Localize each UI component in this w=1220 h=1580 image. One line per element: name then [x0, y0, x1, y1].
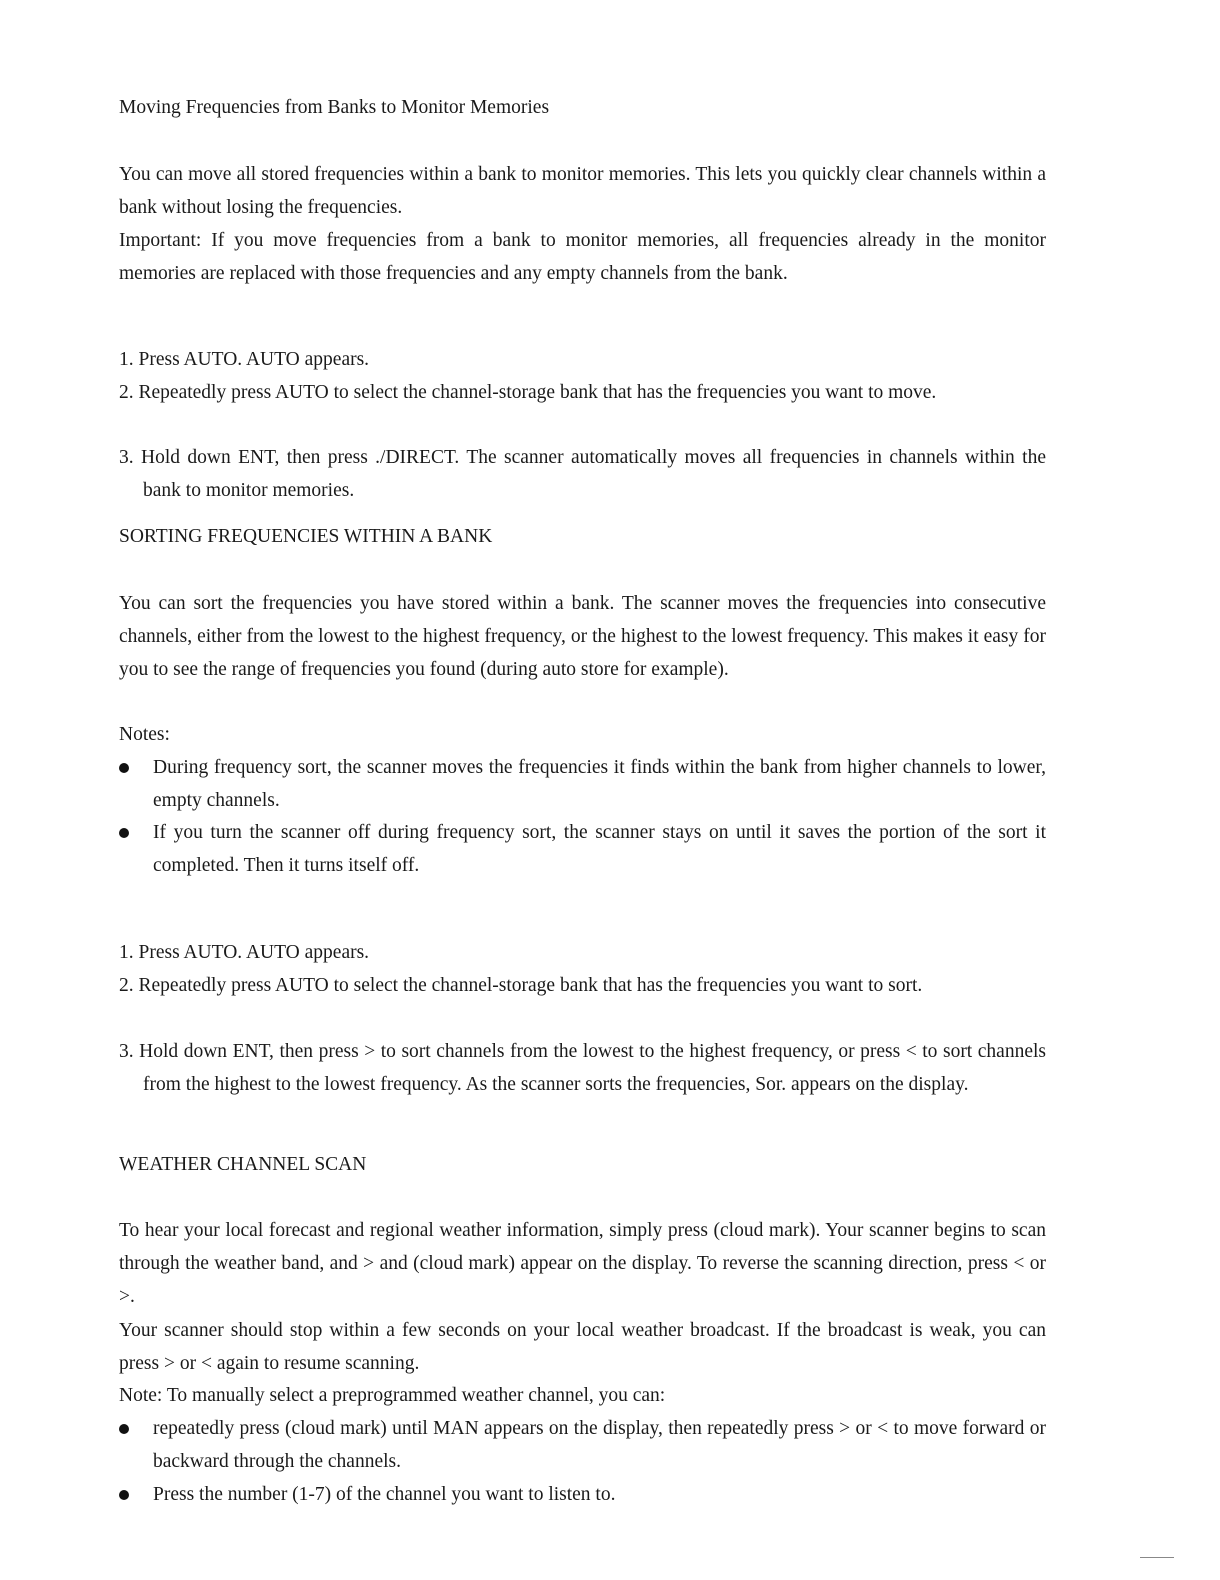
note-line: Note: To manually select a preprogrammed weather channel, you can: — [119, 1385, 666, 1406]
step-item: 1. Press AUTO. AUTO appears. — [119, 348, 370, 370]
paragraph: To hear your local forecast and regional weather information, simply press (cloud mark). Your scanner begins to scan through the weather band, and > and (cloud mark) appear on the display. To reverse the scanning direction, press < or >. — [119, 1220, 1046, 1307]
note-bullet — [119, 816, 1046, 882]
bullet-icon — [119, 1490, 129, 1500]
paragraph: You can move all stored frequencies within a bank to monitor memories. This lets you quickly clear channels within a bank without losing the frequencies. — [119, 164, 1046, 218]
section-title: Moving Frequencies from Banks to Monitor Memories — [119, 97, 550, 118]
scan-artifact — [1140, 1557, 1174, 1558]
bullet-icon — [119, 1424, 129, 1434]
notes-label: Notes: — [119, 724, 170, 745]
step-item: 2. Repeatedly press AUTO to select the channel-storage bank that has the frequencies you want to move. — [119, 381, 937, 403]
bullet-icon — [119, 763, 129, 773]
note-text: If you turn the scanner off during frequency sort, the scanner stays on until it saves the portion of the sort it completed. Then it turns itself off. — [153, 822, 1046, 876]
step-item: 1. Press AUTO. AUTO appears. — [119, 941, 370, 963]
paragraph: You can sort the frequencies you have stored within a bank. The scanner moves the frequencies into consecutive channels, either from the lowest to the highest frequency, or the highest to the lowest frequency. This makes it easy for you to see the range of frequencies you found (during auto store for example). — [119, 593, 1046, 680]
bullet-icon — [119, 828, 129, 838]
note-bullet — [119, 1412, 1046, 1478]
note-text: repeatedly press (cloud mark) until MAN appears on the display, then repeatedly press > or < to move forward or backward through the channels. — [153, 1418, 1046, 1472]
note-bullet — [119, 751, 1046, 817]
note-text: During frequency sort, the scanner moves the frequencies it finds within the bank from higher channels to lower, empty channels. — [153, 757, 1046, 811]
note-text: Press the number (1-7) of the channel you want to listen to. — [153, 1484, 616, 1505]
note-bullet — [119, 1478, 1046, 1511]
section-heading: WEATHER CHANNEL SCAN — [119, 1154, 367, 1175]
step-item: 2. Repeatedly press AUTO to select the channel-storage bank that has the frequencies you want to sort. — [119, 974, 923, 996]
section-heading: SORTING FREQUENCIES WITHIN A BANK — [119, 526, 493, 547]
step-item: 3. Hold down ENT, then press > to sort channels from the lowest to the highest frequency, or press < to sort channels from the highest to the lowest frequency. As the scanner sorts the frequencies, Sor. appears on the display. — [119, 1040, 1046, 1095]
important-paragraph: Important: If you move frequencies from a bank to monitor memories, all frequencies already in the monitor memories are replaced with those frequencies and any empty channels from the bank. — [119, 230, 1046, 284]
step-item: 3. Hold down ENT, then press ./DIRECT. The scanner automatically moves all frequencies in channels within the bank to monitor memories. — [119, 446, 1046, 501]
paragraph: Your scanner should stop within a few seconds on your local weather broadcast. If the broadcast is weak, you can press > or < again to resume scanning. — [119, 1320, 1046, 1374]
